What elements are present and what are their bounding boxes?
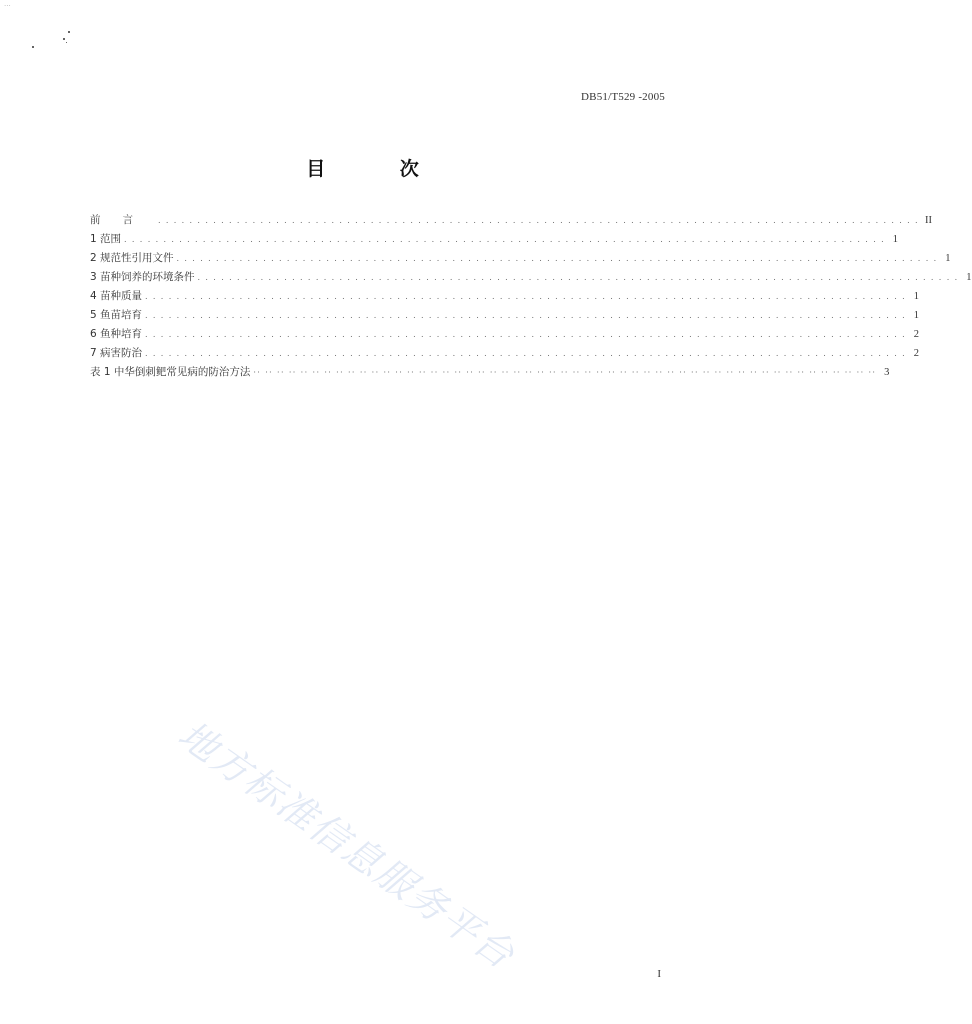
toc-leader-dots: . . . . . . . . . . . . . . . . . . . . . . . . . . . . . . . . . . . . . . . . . . . . . . . . . . . . . . . . . . . . . . . . . . . . . . . . . . . . . . . . . . . . . . . . . . . . . . . . . [176,254,938,263]
toc-leader-dots: . . . . . . . . . . . . . . . . . . . . . . . . . . . . . . . . . . . . . . . . . . . . . . . . . . . . . . . . . . . . . . . . . . . . . . . . . . . . . . . . . . . . . . . . . . . . . . . . . [158,216,919,225]
table-of-contents [90,212,972,383]
toc-leader-dots: . . . . . . . . . . . . . . . . . . . . . . . . . . . . . . . . . . . . . . . . . . . . . . . . . . . . . . . . . . . . . . . . . . . . . . . . . . . . . . . . . . . . . . . . . . . . . . . . . [145,311,907,320]
toc-entry-label: 表 1 中华倒刺鲃常见病的防治方法 [90,366,251,378]
toc-entry-page: 1 [966,272,972,283]
toc-entry-label: 3 苗种饲养的环境条件 [90,271,195,283]
toc-entry-7[interactable] [90,345,920,364]
toc-entry-foreword[interactable] [90,212,932,231]
toc-leader-dots: . . . . . . . . . . . . . . . . . . . . . . . . . . . . . . . . . . . . . . . . . . . . . . . . . . . . . . . . . . . . . . . . . . . . . . . . . . . . . . . . . . . . . . . . . . . . . . . . . [197,273,959,282]
toc-entry-label: 5 鱼苗培育 [90,309,143,321]
toc-entry-page: 3 [884,367,890,378]
page-number: I [657,968,661,980]
toc-entry-page: 1 [945,253,951,264]
toc-entry-page: 2 [913,329,920,340]
toc-leader-dots: . . . . . . . . . . . . . . . . . . . . . . . . . . . . . . . . . . . . . . . . . . . . . . . . . . . . . . . . . . . . . . . . . . . . . . . . . . . . . . . . . . . . . . . . . . . . . . . . . [145,330,907,339]
toc-entry-1[interactable] [90,231,899,250]
toc-entry-label: 4 苗种质量 [90,290,143,302]
toc-entry-label: 7 病害防治 [90,347,143,359]
toc-entry-label: 6 鱼种培育 [90,328,143,340]
toc-leader-dots: . . . . . . . . . . . . . . . . . . . . . . . . . . . . . . . . . . . . . . . . . . . . . . . . . . . . . . . . . . . . . . . . . . . . . . . . . . . . . . . . . . . . . . . . . . . . . . . . . [145,349,907,358]
toc-leader-dots: . . . . . . . . . . . . . . . . . . . . . . . . . . . . . . . . . . . . . . . . . . . . . . . . . . . . . . . . . . . . . . . . . . . . . . . . . . . . . . . . . . . . . . . . . . . . . . . . . [145,292,907,301]
toc-entry-page: 1 [913,291,920,302]
toc-entry-table-1[interactable] [90,364,890,383]
toc-entry-label: 前言 [90,214,155,226]
scan-specks [30,28,80,58]
toc-entry-5[interactable] [90,307,920,326]
toc-entry-2[interactable] [90,250,951,269]
toc-entry-page: II [925,215,932,226]
toc-entry-6[interactable] [90,326,920,345]
toc-leader-dots: . . . . . . . . . . . . . . . . . . . . . . . . . . . . . . . . . . . . . . . . . . . . . . . . . . . . . . . . . . . . . . . . . . . . . . . . . . . . . . . . . . . . . . . . . . . . . . . . . [124,235,886,244]
watermark-text: 地方标准信息服务平台 [170,712,524,978]
corner-scan-mark: ... [4,0,11,8]
toc-entry-3[interactable] [90,269,972,288]
toc-entry-4[interactable] [90,288,920,307]
toc-entry-page: 1 [892,234,899,245]
toc-entry-page: 1 [913,310,920,321]
toc-entry-label: 1 范围 [90,233,122,245]
document-code: DB51/T529 -2005 [581,91,665,103]
toc-title: 目 次 [306,158,453,180]
toc-leader-dots: ·· ·· ·· ·· ·· ·· ·· ·· ·· ·· ·· ·· ·· ·· ·· ·· ·· ·· ·· ·· ·· ·· ·· ·· ·· ·· ·· ·· ·· ·· ·· ·· ·· ·· ·· ·· ·· ·· ·· ·· ·· ·· ·· ·· ·· ·· ·· ·· ·· ·· ·· ·· ·· [253,368,877,377]
toc-entry-page: 2 [913,348,920,359]
toc-entry-label: 2 规范性引用文件 [90,252,174,264]
